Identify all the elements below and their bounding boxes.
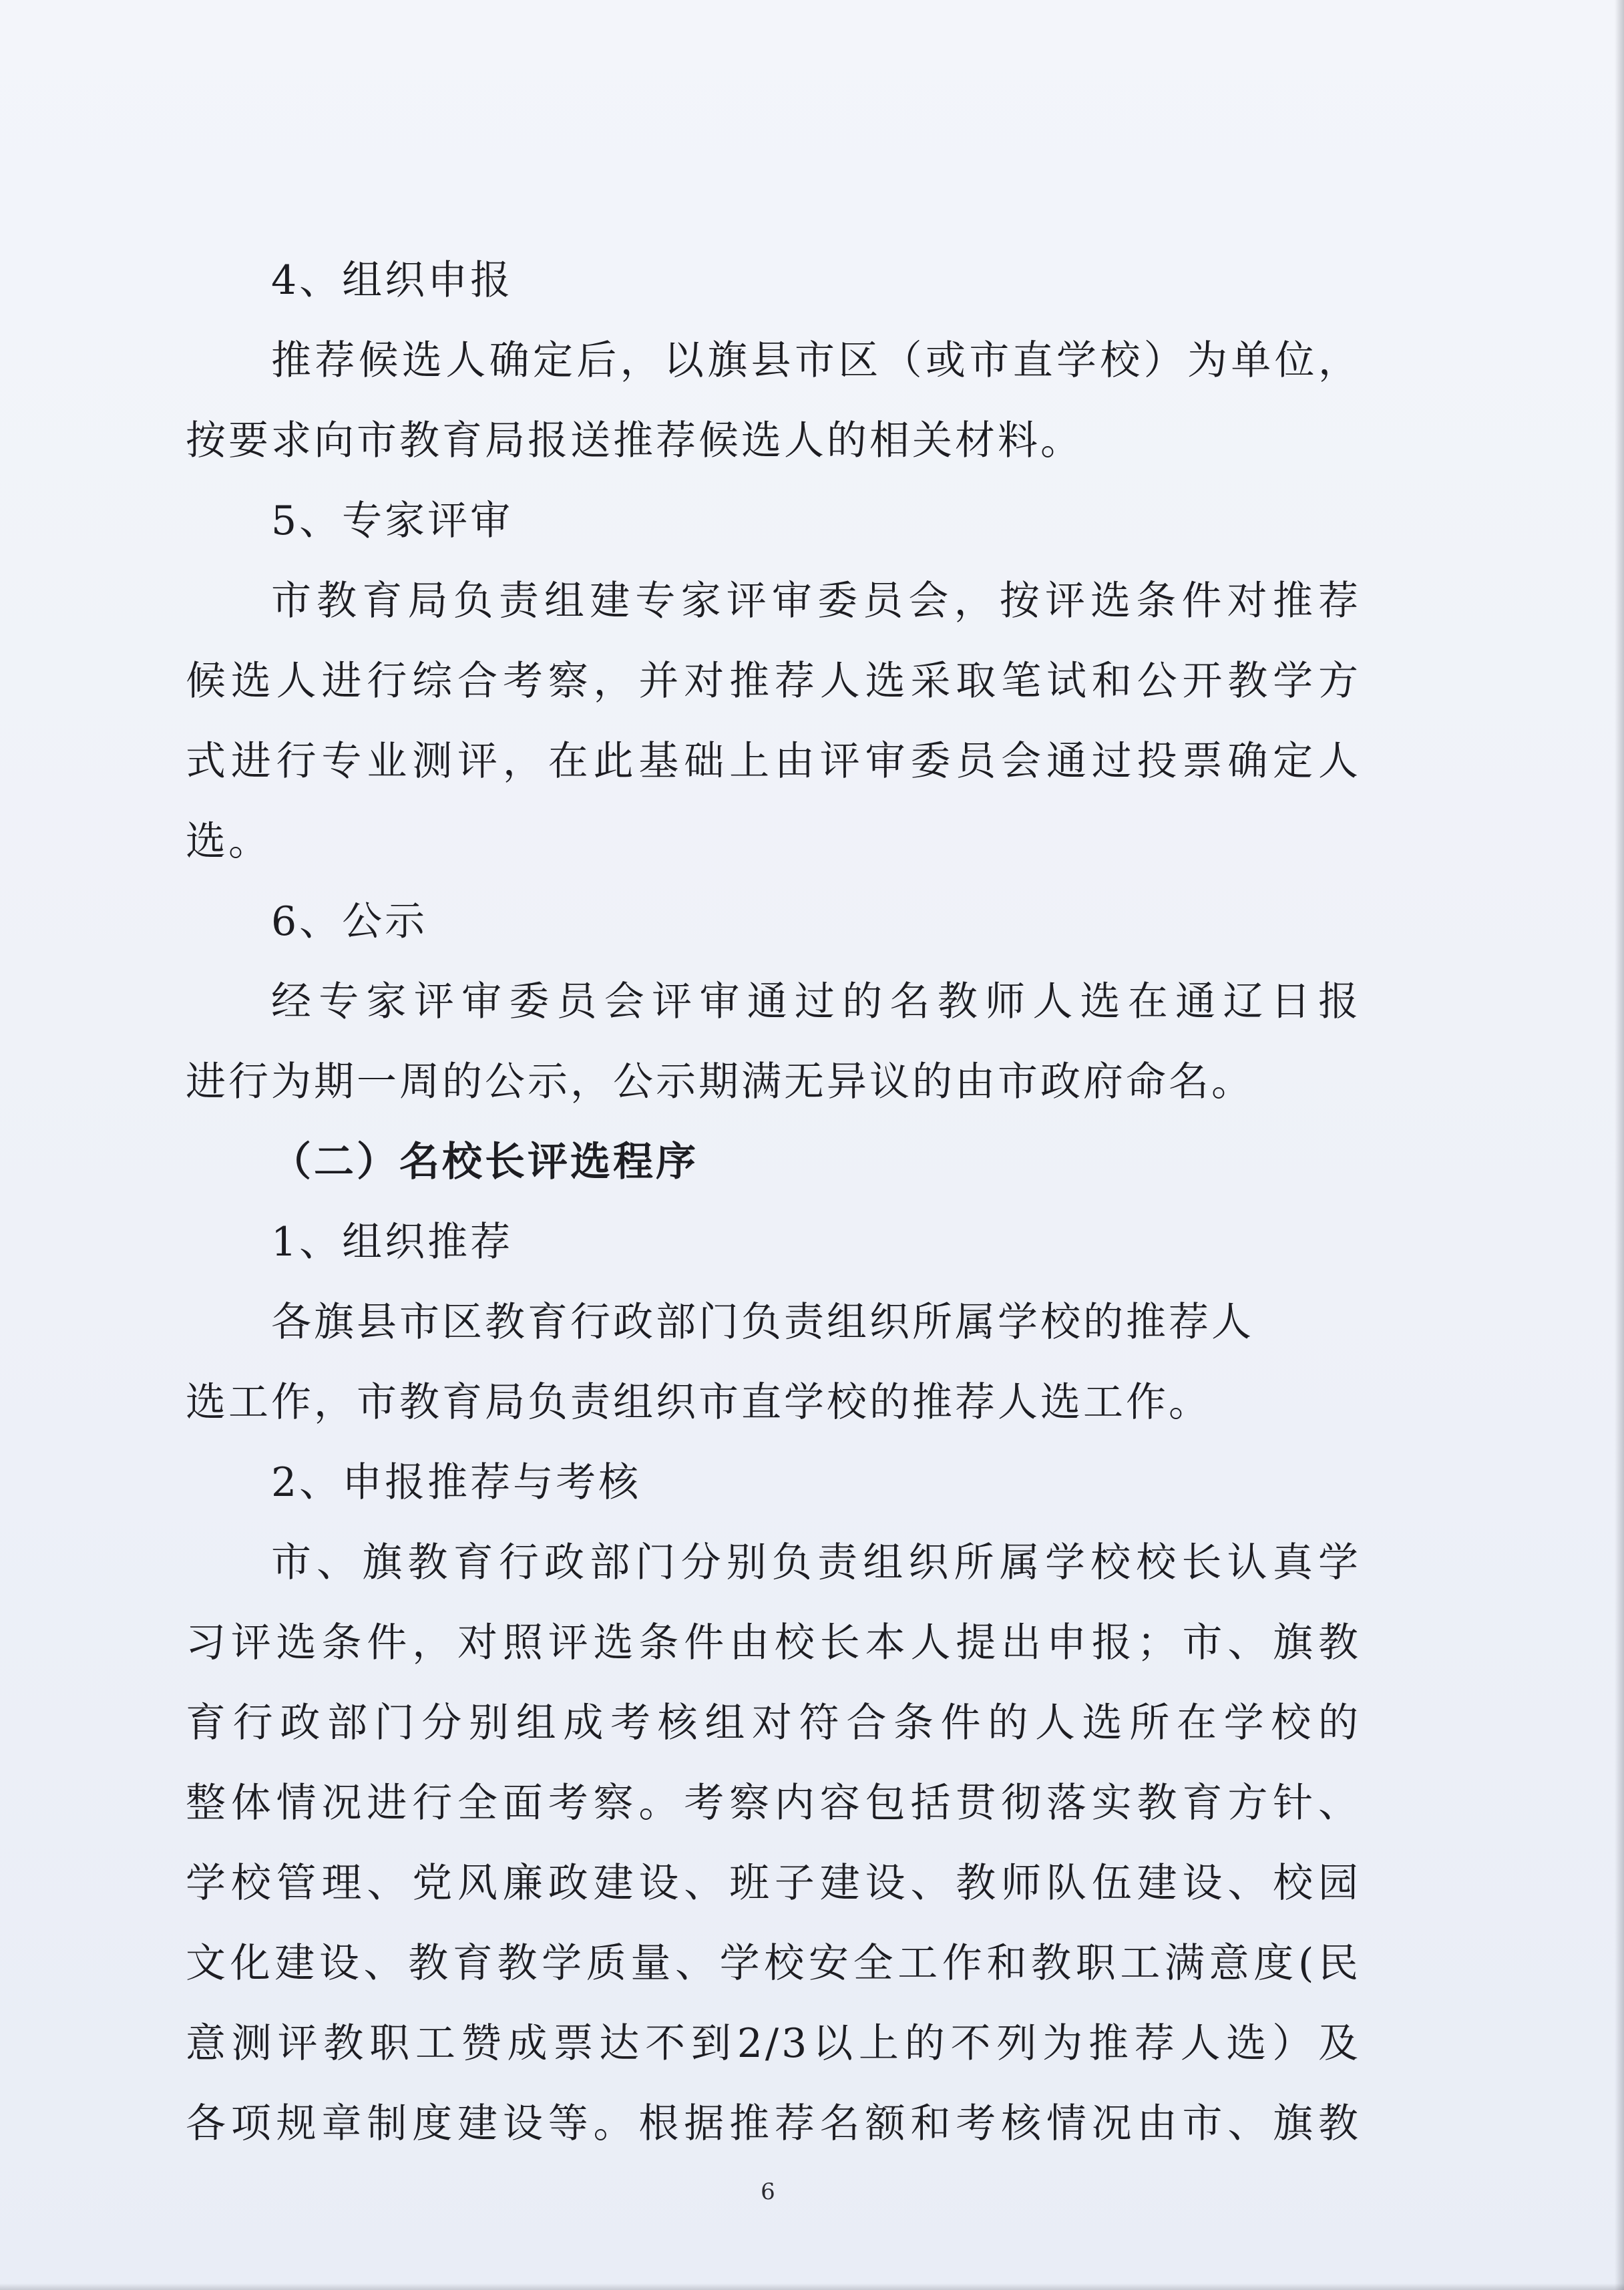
paragraph-line: 学校管理、党风廉政建设、班子建设、教师队伍建设、校园	[186, 1860, 1361, 1907]
paragraph-line: 进行为期一周的公示，公示期满无异议的由市政府命名。	[186, 1059, 1254, 1105]
paragraph-line: 推荐候选人确定后，以旗县市区（或市直学校）为单位，	[271, 337, 1361, 384]
paragraph-line: 各项规章制度建设等。根据推荐名额和考核情况由市、旗教	[186, 2100, 1361, 2147]
heading-expert-review: 5、专家评审	[271, 498, 514, 544]
paragraph-line: 按要求向市教育局报送推荐候选人的相关材料。	[186, 417, 1083, 464]
paragraph-line: 习评选条件，对照评选条件由校长本人提出申报；市、旗教	[186, 1619, 1361, 1666]
paragraph-line: 候选人进行综合考察，并对推荐人选采取笔试和公开教学方	[186, 658, 1361, 705]
paragraph-line: 意测评教职工赞成票达不到2/3以上的不列为推荐人选）及	[186, 2020, 1361, 2067]
paragraph-line: 市、旗教育行政部门分别负责组织所属学校校长认真学	[271, 1539, 1361, 1586]
section-heading-principal-selection: （二）名校长评选程序	[271, 1139, 698, 1185]
heading-public-notice: 6、公示	[271, 898, 428, 945]
paragraph-line: 市教育局负责组建专家评审委员会，按评选条件对推荐	[271, 578, 1361, 624]
scan-shadow-right	[1615, 0, 1624, 2290]
paragraph-line: 整体情况进行全面考察。考察内容包括贯彻落实教育方针、	[186, 1780, 1361, 1827]
heading-organize-recommendation: 1、组织推荐	[271, 1219, 514, 1266]
heading-application-assessment: 2、申报推荐与考核	[271, 1459, 642, 1506]
paragraph-line: 选工作，市教育局负责组织市直学校的推荐人选工作。	[186, 1379, 1211, 1426]
paragraph-line: 文化建设、教育教学质量、学校安全工作和教职工满意度(民	[186, 1940, 1361, 1987]
paragraph-line: 式进行专业测评，在此基础上由评审委员会通过投票确定人	[186, 738, 1361, 785]
paragraph-line: 经专家评审委员会评审通过的名教师人选在通辽日报	[271, 978, 1361, 1025]
page-number: 6	[761, 2178, 775, 2205]
heading-organize-application: 4、组织申报	[271, 257, 514, 304]
scan-shadow-bottom	[0, 2283, 1624, 2290]
paragraph-line: 选。	[186, 818, 271, 865]
paragraph-line: 育行政部门分别组成考核组对符合条件的人选所在学校的	[186, 1700, 1361, 1746]
paragraph-line: 各旗县市区教育行政部门负责组织所属学校的推荐人	[271, 1299, 1254, 1346]
